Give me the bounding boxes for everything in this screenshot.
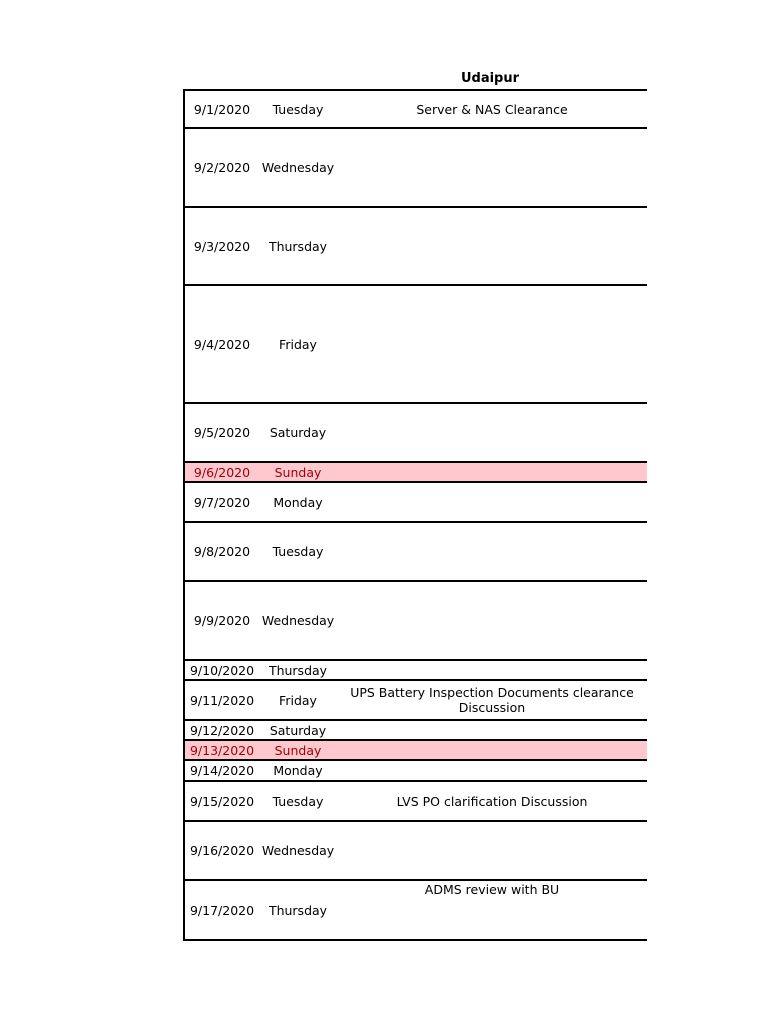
date-cell[interactable]: 9/10/2020 <box>189 662 255 678</box>
note-cell[interactable] <box>337 483 647 521</box>
note-cell[interactable]: Server & NAS Clearance <box>416 101 568 117</box>
table-row-sunday <box>185 741 647 761</box>
table-row <box>185 681 647 721</box>
table-row <box>185 881 647 941</box>
date-cell[interactable]: 9/11/2020 <box>189 692 255 708</box>
table-row-sunday <box>185 463 647 483</box>
day-cell[interactable]: Thursday <box>268 238 328 254</box>
note-cell[interactable]: LVS PO clarification Discussion <box>396 793 588 809</box>
day-cell[interactable]: Tuesday <box>272 544 324 559</box>
day-cell[interactable]: Saturday <box>269 722 327 738</box>
sheet-title: Udaipur <box>460 71 520 86</box>
date-cell[interactable]: 9/15/2020 <box>189 793 255 809</box>
table-row <box>185 129 647 208</box>
day-cell[interactable]: Wednesday <box>261 843 335 858</box>
note-cell[interactable] <box>337 721 647 739</box>
table-row <box>185 404 647 463</box>
table-row <box>185 661 647 681</box>
date-cell[interactable]: 9/14/2020 <box>189 763 255 778</box>
table-row <box>185 286 647 404</box>
table-row <box>185 721 647 741</box>
date-cell[interactable]: 9/17/2020 <box>189 902 255 918</box>
table-row <box>185 582 647 661</box>
date-cell[interactable]: 9/1/2020 <box>193 101 251 117</box>
table-row <box>185 89 647 129</box>
note-cell[interactable] <box>337 463 647 481</box>
day-cell[interactable]: Tuesday <box>272 101 324 117</box>
schedule-table <box>183 89 647 941</box>
day-cell[interactable]: Monday <box>273 763 323 778</box>
table-row <box>185 208 647 286</box>
note-cell[interactable] <box>337 208 647 284</box>
date-cell[interactable]: 9/12/2020 <box>189 722 255 738</box>
day-cell[interactable]: Wednesday <box>261 160 335 175</box>
day-cell[interactable]: Tuesday <box>272 793 324 809</box>
day-cell[interactable]: Thursday <box>268 902 328 918</box>
note-cell[interactable] <box>337 761 647 780</box>
table-row <box>185 761 647 782</box>
note-cell[interactable] <box>337 129 647 206</box>
table-row <box>185 523 647 582</box>
date-cell[interactable]: 9/9/2020 <box>193 613 251 628</box>
day-cell[interactable]: Thursday <box>268 662 328 678</box>
note-cell[interactable] <box>337 661 647 679</box>
date-cell[interactable]: 9/16/2020 <box>189 843 255 858</box>
day-cell[interactable]: Saturday <box>269 425 327 440</box>
note-cell[interactable] <box>337 741 647 759</box>
table-row <box>185 483 647 523</box>
day-cell[interactable]: Friday <box>279 692 317 708</box>
day-cell[interactable]: Monday <box>273 494 323 510</box>
date-cell[interactable]: 9/13/2020 <box>189 742 255 758</box>
day-cell[interactable]: Sunday <box>274 742 322 758</box>
note-cell[interactable] <box>337 523 647 580</box>
day-cell[interactable]: Friday <box>279 336 317 352</box>
note-cell[interactable]: ADMS review with BU <box>424 882 560 897</box>
table-row <box>185 782 647 822</box>
note-cell[interactable] <box>337 404 647 461</box>
date-cell[interactable]: 9/2/2020 <box>193 160 251 175</box>
date-cell[interactable]: 9/3/2020 <box>193 238 251 254</box>
date-cell[interactable]: 9/8/2020 <box>193 544 251 559</box>
date-cell[interactable]: 9/5/2020 <box>193 425 251 440</box>
table-row <box>185 822 647 881</box>
note-cell[interactable] <box>337 822 647 879</box>
date-cell[interactable]: 9/7/2020 <box>193 494 251 510</box>
day-cell[interactable]: Sunday <box>274 464 322 480</box>
note-cell[interactable] <box>337 286 647 402</box>
date-cell[interactable]: 9/4/2020 <box>193 336 251 352</box>
date-cell[interactable]: 9/6/2020 <box>193 464 251 480</box>
day-cell[interactable]: Wednesday <box>261 613 335 628</box>
note-cell[interactable] <box>337 582 647 659</box>
note-cell[interactable]: UPS Battery Inspection Documents clearance Discussion <box>350 685 634 715</box>
